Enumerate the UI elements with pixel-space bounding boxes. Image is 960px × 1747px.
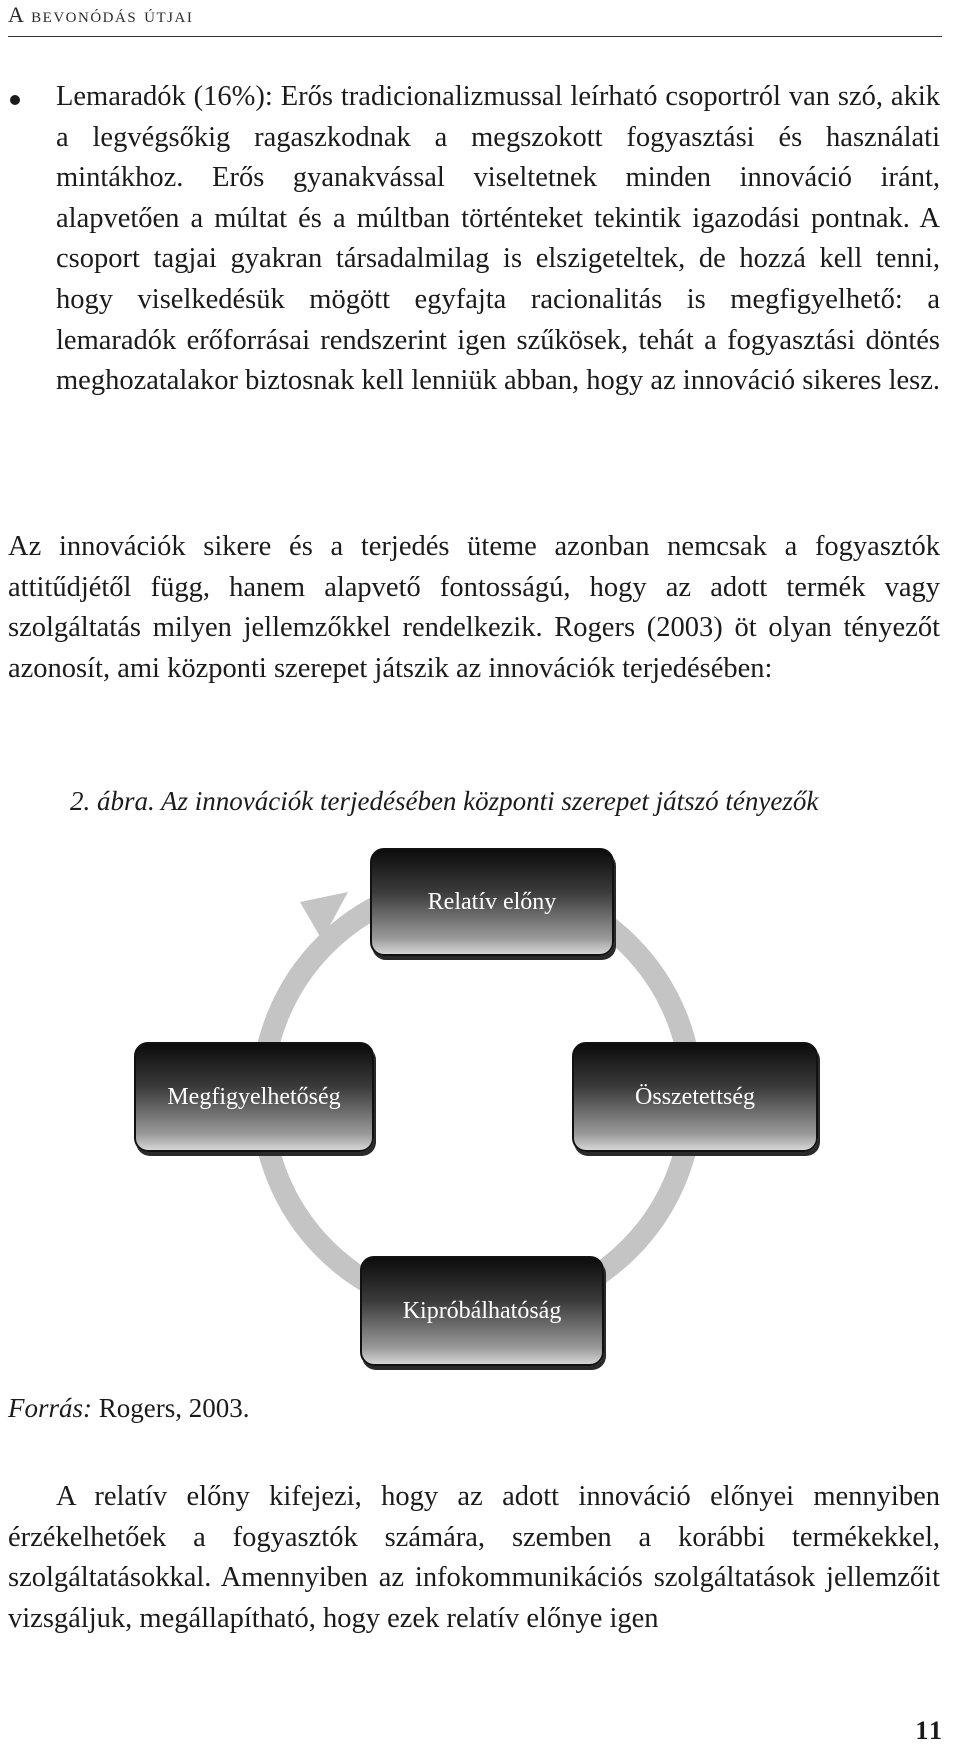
- factor-label: Megfigyelhetőség: [167, 1083, 341, 1110]
- factor-box-observability: [134, 1042, 374, 1152]
- figure-caption-text: Az innovációk terjedésében központi szerepet játszó tényezők: [161, 786, 819, 816]
- body-paragraph: Az innovációk sikere és a terjedés üteme azonban nemcsak a fogyasztók attitűdjétől függ, hanem alapvető fontosságú, hogy az adott termék vagy szolgáltatás milyen jellemzőkkel rendelkezik. Rogers (2003) öt olyan tényezőt azonosít, ami központi szerepet játszik az innovációk terjedésében:: [8, 531, 940, 684]
- bullet-paragraph: Lemaradók (16%): Erős tradicionalizmussal leírható csoportról van szó, akik a legvégsőkig ragaszkodnak a megszokott fogyasztási és használati mintákhoz. Erős gyanakvással viseltetnek minden innováció iránt, alapvetően a múltat és a múltban történteket tekintik igazodási pontnak. A csoport tagjai gyakran társadalmilag is elszigeteltek, de hozzá kell tenni, hogy viselkedésük mögött egyfajta racionalitás is megfigyelhető: a lemaradók erőforrásai rendszerint igen szűkösek, tehát a fogyasztási döntés meghozatalakor biztosnak kell lenniük abban, hogy az innováció sikeres lesz.: [56, 81, 941, 397]
- factor-label: Relatív előny: [427, 888, 557, 915]
- factor-label: Kipróbálhatóság: [402, 1297, 562, 1324]
- running-header: A bevonódás útjai: [8, 2, 194, 27]
- bullet-point-icon: [10, 95, 20, 105]
- figure-caption: [70, 786, 818, 817]
- figure-source: [8, 1393, 250, 1424]
- source-text: Rogers, 2003.: [98, 1393, 250, 1423]
- factor-label: Összetettség: [635, 1083, 755, 1110]
- header-rule: [8, 36, 942, 37]
- page-number: 11: [915, 1716, 944, 1745]
- source-label: Forrás:: [8, 1393, 93, 1423]
- factor-box-trialability: [360, 1256, 604, 1366]
- factor-box-complexity: [572, 1042, 818, 1152]
- figure-caption-label: 2. ábra.: [70, 786, 155, 816]
- factor-box-relative-advantage: [370, 848, 614, 956]
- body-paragraph: A relatív előny kifejezi, hogy az adott innováció előnyei mennyiben érzékelhetőek a fogyasztók számára, szemben a korábbi termékekkel, szolgáltatásokkal. Amennyiben az infokommunikációs szolgáltatások jellemzőit vizsgáljuk, megállapítható, hogy ezek relatív előnye igen: [8, 1481, 940, 1634]
